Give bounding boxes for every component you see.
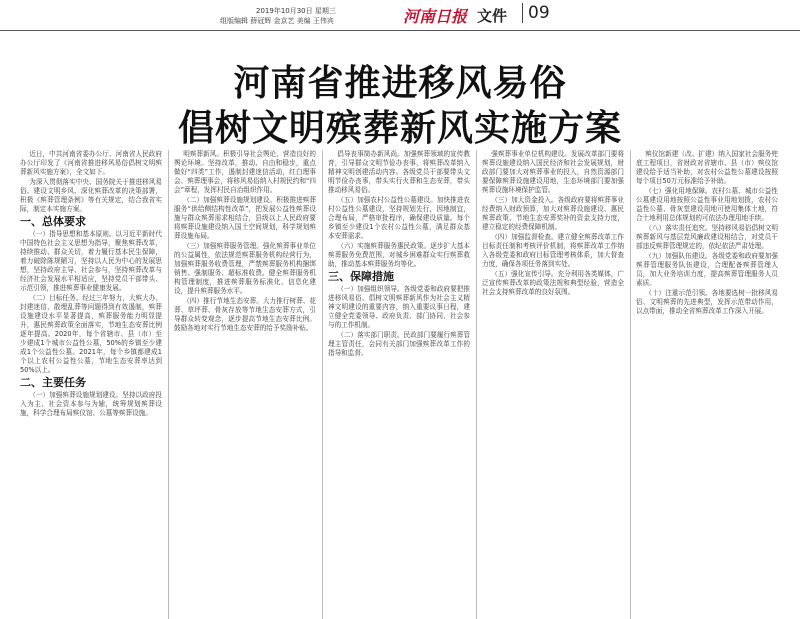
page-header [0, 0, 800, 30]
column-divider [630, 150, 631, 619]
paragraph: （三）加强殡葬服务管理。强化殡葬事业单位的公益属性，依法规范殡葬服务机构经营行为，加强殡葬服务收费管理，严禁殡葬服务机构捆绑销售、强制服务、超标准收费。健全殡葬服务机构管理制度，推进殡葬服务标准化、信息化建设，提升殡葬服务水平。 [174, 242, 316, 295]
column-divider [322, 150, 323, 619]
article-column-1 [20, 150, 162, 619]
paragraph: （三）加大资金投入。各级政府要将殡葬事业经费纳入财政预算，加大对殡葬设施建设、惠民殡葬政策、节地生态安葬奖补的资金支持力度，建立稳定的经费保障机制。 [482, 196, 624, 231]
paragraph: （四）推行节地生态安葬。大力推行树葬、花葬、草坪葬、骨灰存放等节地生态安葬方式，引导群众转变观念，逐步提高节地生态安葬比例。鼓励各地对实行节地生态安葬的给予奖励补贴。 [174, 297, 316, 332]
paragraph: （二）落实部门职责。民政部门要履行殡葬管理主管责任，会同有关部门加强殡葬改革工作的指导和监督。 [328, 331, 470, 357]
headline-line-1: 河南省推进移风易俗 [233, 62, 567, 104]
paragraph: （一）指导思想和基本原则。以习近平新时代中国特色社会主义思想为指导，聚焦殡葬改革，持续推动、群众关切，着力履行基本民生保障，着力破除陈规陋习，坚持以人民为中心的发展思想，坚持政府主导、社会参与，坚持殡葬改革与经济社会发展水平相适应，坚持党员干部带头、示范引领，推进殡葬事业健康发展。 [20, 230, 162, 292]
paragraph: 倡导丧事简办新风尚。加强殡葬领域的宣传教育，引导群众文明节俭办丧事，将殡葬改革纳入精神文明创建活动内容。各级党员干部要带头文明节俭办丧事，带头实行火葬和生态安葬，带头推动移风易俗。 [328, 150, 470, 194]
paragraph: （一）加强殡葬设施规划建设。坚持以政府投入为主、社会资本参与为辅，统筹规划殡葬设施，科学合理布局殡仪馆、公墓等殡葬设施。 [20, 391, 162, 417]
date-line: 2019年10月30日 星期三 [256, 7, 336, 15]
paragraph: 为深入贯彻落实中央、国务院关于推进移风易俗、建设文明乡风、深化殡葬改革的决策部署，积极《殡葬管理条例》等有关规定，结合我省实际，制定本实施方案。 [20, 178, 162, 213]
paragraph: 强殡葬事业单位机构建设。发展改革部门要将殡葬设施建设纳入国民经济和社会发展规划，财政部门要加大对殡葬事业的投入，自然资源部门要保障殡葬设施建设用地，生态环境部门要加强殡葬设施环境保护监管。 [482, 150, 624, 194]
paragraph: （六）实施殡葬服务惠民政策。逐步扩大基本殡葬服务免费范围，对城乡困难群众实行殡葬救助，推动基本殡葬服务均等化。 [328, 242, 470, 268]
article-body [20, 150, 780, 619]
paragraph: （四）加强监督检查。建立健全殡葬改革工作目标责任制和考核评价机制，将殡葬改革工作纳入各级党委和政府目标管理考核体系，加大督查力度，确保各项任务落到实处。 [482, 233, 624, 268]
paragraph: （二）加强殡葬设施规划建设。积极推进殡葬服务“供给侧结构性改革”，把发展公益性殡葬设施与群众殡葬需求相结合，县级以上人民政府要将殡葬设施建设纳入国土空间规划，科学规划殡葬设施布局。 [174, 196, 316, 240]
header-rule [0, 30, 800, 31]
paragraph: 明殡葬新风。积极引导社会舆论，营造良好的舆论环境。坚持改革，推动、自由和稳步，重点做好“四类”工作，遏制封建迷信活动，红白理事会、殡葬理事会，将移风易俗纳入村规民约和“四会”章程，发挥村民自治组织作用。 [174, 150, 316, 194]
article-column-2 [174, 150, 316, 619]
paragraph: 近日，中共河南省委办公厅、河南省人民政府办公厅印发了《河南省推进移风易俗倡树文明殡葬新风实施方案》，全文如下。 [20, 150, 162, 176]
section-heading: 一、总体要求 [20, 215, 86, 228]
page-number: 09 [522, 3, 550, 23]
paragraph: （八）落实责任追究。坚持移风易俗倡树文明殡葬新风与基层党风廉政建设相结合，对党员干部违反殡葬管理规定的，依纪依法严肃处理。 [636, 224, 778, 250]
section-heading: 二、主要任务 [20, 376, 86, 389]
paragraph: （一）加强组织领导。各级党委和政府要把推进移风易俗、倡树文明殡葬新风作为社会主义精神文明建设的重要内容，纳入重要议事日程，建立健全党委领导、政府负责、部门协同、社会参与的工作机制。 [328, 285, 470, 329]
article-column-4 [482, 150, 624, 619]
column-divider [476, 150, 477, 619]
paragraph: （五）加强农村公益性公墓建设。加快推进农村公益性公墓建设，坚持规划先行，因地制宜，合理布局，严格审批程序，确保建设质量。每个乡镇至少建设1个农村公益性公墓，满足群众基本安葬需求。 [328, 196, 470, 240]
column-divider [168, 150, 169, 619]
section-heading: 三、保障措施 [328, 270, 394, 283]
paragraph: 殡仪馆新建（改、扩建）纳入国家社会服务兜底工程项目，省财政对省辖市、县（市）殡仪馆建设给予适当补助，对农村公益性公墓建设按照每个项目50万元标准给予补助。 [636, 150, 778, 185]
article-column-5 [636, 150, 778, 619]
paragraph: （九）加强队伍建设。各级党委和政府要加强殡葬管理服务队伍建设，合理配备殡葬管理人员，加大业务培训力度，提高殡葬管理服务人员素质。 [636, 252, 778, 287]
paragraph: （十）注重示范引领。各地要选树一批移风易俗、文明殡葬的先进典型，发挥示范带动作用，以点带面，推动全省殡葬改革工作深入开展。 [636, 289, 778, 315]
section-name: 文件 [477, 7, 508, 25]
newspaper-logo: 河南日报 [403, 7, 468, 26]
headline-line-2: 倡树文明殡葬新风实施方案 [177, 107, 622, 149]
paragraph: （五）强化宣传引导。充分利用各类媒体，广泛宣传殡葬改革的政策法规和典型经验，营造全社会支持殡葬改革的良好氛围。 [482, 270, 624, 296]
article-column-3 [328, 150, 470, 619]
paragraph: （七）强化用地保障。农村公墓、城市公益性公墓建设用地按照公益性事业用地划拨，农村公益性公墓、骨灰堂建设用地可使用集体土地，符合土地利用总体规划的可依法办理用地手续。 [636, 187, 778, 222]
paragraph: （二）目标任务。经过三年努力，大殡大办、封建迷信、散埋乱葬等问题得到有效遏制，殡葬设施建设水平显著提高，殡葬服务能力明显提升，惠民殡葬政策全面落实，节地生态安葬比例逐年提高。2020年，每个省辖市、县（市）至少建成1个城市公益性公墓，50%的乡镇至少建成1个公益性公墓。2021年，每个乡镇都建成1个以上农村公益性公墓，节地生态安葬率达到50%以上。 [20, 294, 162, 374]
editors-line: 组版编辑 薛冠辉 金京艺 美编 王伟宾 [220, 17, 334, 25]
